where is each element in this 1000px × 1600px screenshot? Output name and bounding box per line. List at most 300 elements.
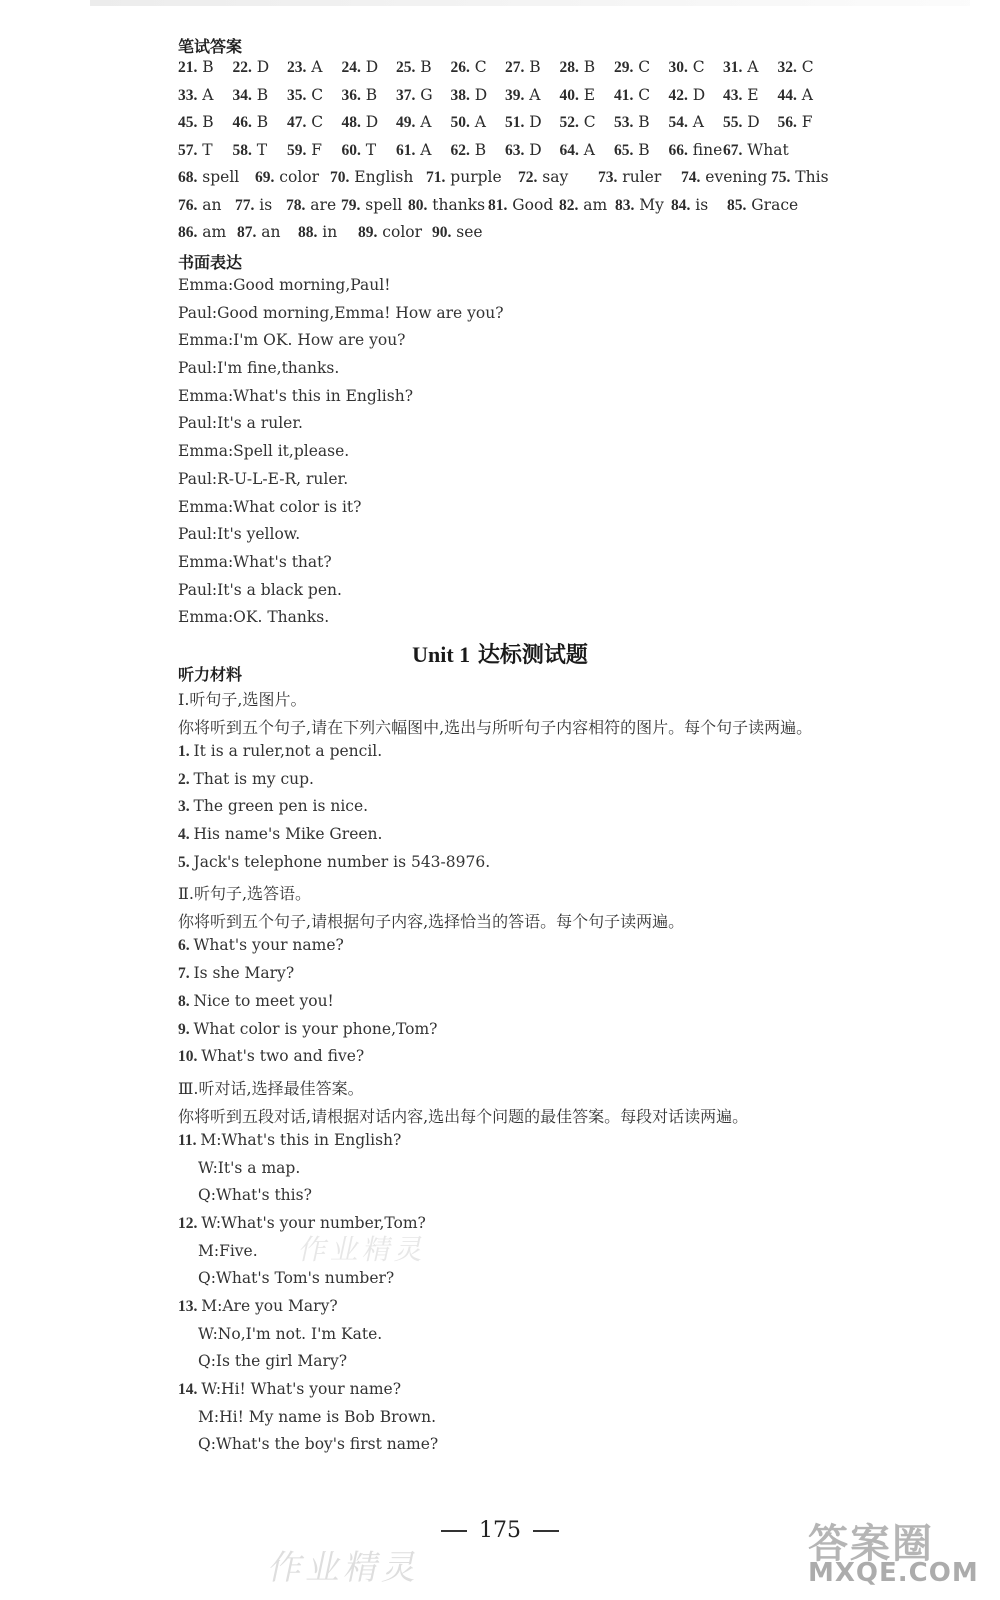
answer-value: D: [687, 85, 706, 104]
answer-value: thanks: [427, 195, 486, 214]
answer-item: [598, 168, 661, 187]
answer-number: 63.: [505, 141, 525, 159]
answer-item: [178, 168, 239, 187]
answer-item: [396, 113, 432, 132]
answer-row: [178, 113, 878, 141]
answer-value: What: [742, 140, 789, 159]
item-text: The green pen is nice.: [193, 797, 369, 816]
answer-item: [233, 86, 269, 105]
answer-number: 49.: [396, 114, 416, 131]
answer-item: [778, 58, 814, 77]
answer-number: 74.: [681, 169, 701, 186]
answer-number: 55.: [723, 114, 743, 131]
item-text: M:Five.: [198, 1241, 258, 1260]
dialogue-item-line: [178, 1186, 858, 1214]
answer-row: [178, 196, 878, 224]
answer-item: [681, 168, 767, 187]
answer-number: 21.: [178, 59, 198, 76]
answer-number: 56.: [777, 114, 797, 131]
answer-value: am: [578, 195, 608, 214]
dialogue-item-line: [178, 1325, 858, 1353]
answer-item: [287, 113, 323, 132]
answer-value: D: [524, 140, 542, 159]
answer-value: T: [251, 140, 268, 159]
dialogue-item-line: [178, 1297, 858, 1325]
answer-number: 60.: [341, 141, 361, 159]
answer-number: 59.: [287, 141, 307, 159]
item-number: 4.: [178, 826, 194, 844]
answer-item: [615, 196, 664, 215]
answer-number: 27.: [505, 59, 525, 76]
answer-number: 72.: [518, 169, 538, 186]
answer-value: am: [197, 223, 227, 241]
dialogue-item-line: [178, 1408, 858, 1436]
answer-value: B: [197, 113, 214, 131]
part1-items: [178, 742, 858, 880]
answer-number: 34.: [232, 86, 252, 104]
answer-number: 30.: [668, 59, 688, 76]
answer-number: 46.: [232, 114, 252, 131]
answer-number: 69.: [255, 169, 275, 186]
answer-number: 26.: [450, 59, 470, 76]
answer-item: [287, 141, 322, 160]
answer-value: A: [306, 58, 323, 76]
item-text: W:No,I'm not. I'm Kate.: [198, 1324, 383, 1343]
answer-item: [723, 58, 759, 77]
answer-item: [614, 141, 650, 160]
answer-value: B: [633, 113, 650, 131]
listening-item: [178, 964, 858, 992]
answer-value: F: [306, 140, 323, 159]
answer-value: C: [306, 85, 324, 104]
item-text: M:Hi! My name is Bob Brown.: [198, 1407, 437, 1426]
answer-number: 40.: [559, 86, 579, 104]
answer-item: [178, 223, 226, 242]
answer-number: 35.: [287, 86, 307, 104]
answer-number: 90.: [432, 224, 452, 241]
answer-value: purple: [445, 168, 502, 186]
answer-number: 36.: [341, 86, 361, 104]
answer-value: D: [469, 85, 488, 104]
item-number: 7.: [178, 965, 194, 983]
writing-heading: 书面表达: [178, 253, 243, 272]
answer-item: [669, 58, 705, 77]
written-answers-heading: 笔试答案: [178, 37, 243, 56]
answer-number: 76.: [178, 196, 198, 214]
item-number: 2.: [178, 770, 194, 788]
answer-row: [178, 168, 878, 196]
answer-number: 38.: [450, 86, 470, 104]
part2-instructions: 你将听到五个句子,请根据句子内容,选择恰当的答语。每个句子读两遍。: [178, 912, 685, 932]
item-number: 6.: [178, 937, 194, 955]
dialogue-item-line: [178, 1269, 858, 1297]
answer-item: [237, 223, 281, 242]
answer-value: color: [377, 223, 423, 241]
answer-item: [669, 86, 706, 105]
dialogue-line: Emma:What's this in English?: [178, 386, 413, 405]
answer-item: [255, 168, 319, 187]
answer-value: B: [251, 85, 269, 104]
dialogue-line: Emma:Spell it,please.: [178, 442, 350, 461]
unit-title-cn: 达标测试题: [477, 642, 588, 668]
answer-row: [178, 86, 878, 114]
answer-value: A: [742, 58, 759, 76]
item-text: W:Hi! What's your name?: [201, 1380, 402, 1399]
answer-item: [451, 58, 487, 77]
dialogue-item-line: [178, 1159, 858, 1187]
answer-number: 43.: [723, 86, 743, 104]
answer-item: [396, 141, 432, 160]
listening-item: [178, 936, 858, 964]
logo-cn: 答案圈: [808, 1520, 934, 1567]
answer-number: 68.: [178, 169, 198, 186]
answer-item: [396, 58, 432, 77]
answer-value: say: [537, 168, 569, 186]
answer-value: color: [274, 168, 320, 186]
item-text: Jack's telephone number is 543-8976.: [193, 852, 491, 871]
answer-item: [723, 86, 759, 105]
answer-item: [560, 141, 596, 160]
answer-value: T: [197, 140, 213, 159]
answer-number: 37.: [396, 86, 416, 104]
answer-number: 61.: [396, 141, 416, 159]
answer-value: E: [578, 85, 596, 104]
answer-value: A: [415, 113, 432, 131]
answer-value: A: [524, 85, 541, 104]
answer-value: E: [742, 85, 759, 104]
answer-item: [614, 86, 650, 105]
item-number: 14.: [178, 1381, 202, 1399]
answer-value: Grace: [746, 195, 799, 214]
dialogue-item-line: [178, 1435, 858, 1463]
answer-value: see: [451, 223, 483, 241]
answer-value: D: [360, 113, 379, 131]
dialogue-line: Emma:Good morning,Paul!: [178, 276, 391, 294]
item-number: 11.: [178, 1131, 201, 1149]
answer-value: D: [742, 113, 760, 131]
logo-url: MXQE.COM: [808, 1558, 979, 1588]
answer-number: 45.: [178, 114, 198, 131]
answer-number: 51.: [505, 114, 525, 131]
answer-number: 83.: [615, 196, 635, 214]
answer-item: [723, 113, 760, 132]
answer-value: A: [796, 85, 813, 104]
answer-item: [298, 223, 337, 242]
item-number: 13.: [178, 1298, 202, 1315]
answer-number: 71.: [426, 169, 446, 186]
answer-item: [727, 196, 798, 215]
item-text: His name's Mike Green.: [193, 825, 383, 844]
answer-item: [488, 196, 553, 215]
answer-item: [396, 86, 433, 105]
answer-number: 64.: [559, 141, 579, 159]
answer-number: 58.: [232, 141, 252, 159]
answer-value: B: [469, 140, 487, 159]
answer-value: Good: [507, 195, 554, 214]
answer-item: [505, 113, 542, 132]
answer-value: is: [690, 195, 709, 214]
answer-number: 52.: [559, 114, 579, 131]
answer-item: [233, 141, 268, 160]
answer-item: [614, 58, 650, 77]
answer-item: [778, 86, 814, 105]
answer-number: 57.: [178, 141, 198, 159]
item-text: W:It's a map.: [198, 1158, 301, 1177]
answer-number: 47.: [287, 114, 307, 131]
answer-number: 25.: [396, 59, 416, 76]
dialogue-line: Emma:OK. Thanks.: [178, 608, 330, 627]
answer-value: A: [687, 113, 704, 131]
answer-item: [235, 196, 272, 215]
item-text: Q:What's this?: [198, 1186, 312, 1205]
answer-value: B: [251, 113, 269, 131]
dialogue-line: Paul:It's yellow.: [178, 525, 301, 544]
answer-number: 29.: [614, 59, 634, 76]
answer-item: [426, 168, 502, 187]
dialogue-item-line: [178, 1131, 858, 1159]
answer-value: C: [687, 58, 705, 76]
answer-item: [432, 223, 483, 242]
answer-value: B: [524, 58, 541, 76]
answer-value: ruler: [617, 168, 662, 186]
answer-item: [178, 58, 214, 77]
answer-value: are: [305, 195, 337, 214]
answer-value: D: [524, 113, 542, 131]
answer-number: 44.: [777, 86, 797, 104]
answer-value: D: [360, 58, 379, 76]
answer-item: [560, 86, 596, 105]
answer-value: evening: [700, 168, 768, 186]
answer-number: 39.: [505, 86, 525, 104]
answer-number: 28.: [559, 59, 579, 76]
item-text: M:Are you Mary?: [201, 1297, 338, 1315]
answer-item: [287, 58, 323, 77]
dialogue-item-line: [178, 1352, 858, 1380]
answer-number: 89.: [358, 224, 378, 241]
answer-item: [233, 58, 270, 77]
part3-instructions: 你将听到五段对话,请根据对话内容,选出每个问题的最佳答案。每段对话读两遍。: [178, 1106, 749, 1126]
listening-heading: 听力材料: [178, 665, 243, 684]
item-text: Q:What's Tom's number?: [198, 1269, 395, 1288]
answer-number: 85.: [727, 196, 747, 214]
unit-title: [0, 638, 1000, 669]
answer-value: A: [578, 140, 595, 159]
dialogue-line: Emma:What's that?: [178, 552, 332, 571]
answer-number: 41.: [614, 86, 634, 104]
item-number: 3.: [178, 798, 194, 816]
answer-value: B: [415, 58, 432, 76]
answer-item: [342, 86, 378, 105]
item-number: 8.: [178, 992, 194, 1010]
item-text: What's two and five?: [201, 1047, 365, 1066]
page-number-dash-left: [441, 1530, 467, 1532]
item-number: 9.: [178, 1020, 194, 1038]
answer-value: C: [633, 85, 651, 104]
answer-item: [671, 196, 708, 215]
answer-value: A: [197, 85, 214, 104]
answer-number: 32.: [777, 59, 797, 76]
item-text: Nice to meet you!: [193, 991, 334, 1010]
answer-number: 75.: [771, 169, 791, 186]
part3-title: Ⅲ.听对话,选择最佳答案。: [178, 1078, 364, 1098]
answer-row: [178, 223, 878, 251]
item-text: Q:Is the girl Mary?: [198, 1352, 348, 1371]
answer-item: [560, 58, 596, 77]
answer-item: [233, 113, 269, 132]
listening-item: [178, 853, 858, 881]
answer-number: 84.: [671, 196, 691, 214]
answer-number: 50.: [450, 114, 470, 131]
answer-item: [505, 141, 542, 160]
answer-item: [330, 168, 413, 187]
answer-value: G: [415, 85, 433, 104]
answer-value: C: [633, 58, 651, 76]
answer-number: 53.: [614, 114, 634, 131]
answer-item: [669, 113, 705, 132]
answer-item: [505, 58, 541, 77]
writing-dialogue: [178, 276, 504, 636]
answer-number: 78.: [286, 196, 306, 214]
answer-item: [342, 58, 379, 77]
part1-instructions: 你将听到五个句子,请在下列六幅图中,选出与所听句子内容相符的图片。每个句子读两遍。: [178, 718, 813, 737]
page-number-dash-right: [533, 1530, 559, 1532]
answer-value: English: [349, 168, 414, 186]
answer-item: [614, 113, 650, 132]
part2-items: [178, 936, 858, 1074]
item-text: W:What's your number,Tom?: [201, 1213, 426, 1232]
answer-number: 33.: [178, 86, 198, 104]
item-text: What's your name?: [193, 936, 344, 955]
answer-grid: [178, 58, 878, 251]
dialogue-line: Paul:Good morning,Emma! How are you?: [178, 303, 504, 322]
answer-value: My: [634, 195, 664, 214]
part3-items: [178, 1131, 858, 1463]
answer-item: [286, 196, 336, 215]
answer-number: 87.: [237, 224, 257, 241]
answer-number: 23.: [287, 59, 307, 76]
dialogue-line: Paul:It's a ruler.: [178, 414, 303, 433]
answer-value: C: [469, 58, 487, 76]
answer-number: 62.: [450, 141, 470, 159]
answer-item: [342, 141, 377, 160]
answer-item: [559, 196, 607, 215]
site-logo: [808, 1512, 986, 1592]
answer-number: 31.: [723, 59, 743, 76]
dialogue-item-line: [178, 1214, 858, 1242]
dialogue-line: Emma:I'm OK. How are you?: [178, 331, 406, 350]
answer-row: [178, 141, 878, 169]
answer-value: fine: [687, 140, 723, 159]
answer-value: an: [197, 195, 222, 214]
answer-number: 54.: [668, 114, 688, 131]
answer-item: [178, 113, 214, 132]
answer-value: C: [578, 113, 596, 131]
answer-number: 86.: [178, 224, 198, 241]
answer-value: F: [796, 113, 813, 131]
answer-item: [451, 86, 488, 105]
answer-value: D: [251, 58, 270, 76]
dialogue-line: Paul:I'm fine,thanks.: [178, 359, 340, 378]
listening-item: [178, 825, 858, 853]
answer-item: [669, 141, 723, 160]
part2-title: Ⅱ.听句子,选答语。: [178, 884, 312, 904]
dialogue-line: Paul:R-U-L-E-R, ruler.: [178, 469, 349, 488]
answer-number: 70.: [330, 169, 350, 186]
listening-item: [178, 797, 858, 825]
dialogue-item-line: [178, 1380, 858, 1408]
answer-number: 65.: [614, 141, 634, 159]
listening-item: [178, 992, 858, 1020]
listening-material: [178, 686, 858, 1463]
answer-value: is: [254, 195, 273, 214]
answer-value: B: [578, 58, 596, 76]
answer-value: in: [317, 223, 338, 241]
answer-number: 77.: [235, 196, 255, 214]
answer-item: [451, 141, 487, 160]
top-scan-edge: [90, 0, 970, 6]
answer-number: 66.: [668, 141, 688, 159]
answer-item: [287, 86, 323, 105]
answer-item: [408, 196, 485, 215]
answer-item: [771, 168, 829, 187]
answer-item: [560, 113, 596, 132]
part1-title: Ⅰ.听句子,选图片。: [178, 690, 307, 709]
answer-item: [341, 196, 402, 215]
answer-item: [778, 113, 813, 132]
answer-value: spell: [197, 168, 240, 186]
watermark-text: 作业精灵: [296, 1233, 432, 1266]
answer-item: [451, 113, 487, 132]
answer-value: spell: [360, 195, 403, 214]
answer-number: 42.: [668, 86, 688, 104]
answer-value: C: [306, 113, 324, 131]
item-text: That is my cup.: [193, 769, 314, 788]
answer-row: [178, 58, 878, 86]
answer-item: [518, 168, 568, 187]
answer-number: 67.: [723, 141, 743, 159]
answer-item: [178, 141, 213, 160]
answer-number: 73.: [598, 169, 618, 186]
item-number: 10.: [178, 1048, 202, 1066]
item-text: Is she Mary?: [193, 964, 295, 983]
listening-item: [178, 742, 858, 770]
answer-value: B: [633, 140, 650, 159]
answer-number: 88.: [298, 224, 318, 241]
answer-number: 24.: [341, 59, 361, 76]
answer-item: [342, 113, 379, 132]
answer-value: T: [360, 140, 377, 159]
dialogue-line: Paul:It's a black pen.: [178, 580, 342, 599]
watermark-text-bottom: 作业精灵: [265, 1548, 426, 1588]
listening-item: [178, 1020, 858, 1048]
page-number-value: 175: [479, 1518, 521, 1543]
dialogue-line: Emma:What color is it?: [178, 497, 362, 516]
item-number: 12.: [178, 1214, 202, 1232]
item-number: 1.: [178, 743, 194, 760]
answer-value: This: [790, 168, 829, 186]
answer-number: 22.: [232, 59, 252, 76]
answer-item: [178, 86, 214, 105]
unit-title-en: Unit 1: [412, 642, 471, 667]
answer-item: [723, 141, 789, 160]
answer-value: B: [360, 85, 378, 104]
item-text: What color is your phone,Tom?: [193, 1019, 438, 1038]
dialogue-item-line: [178, 1242, 858, 1270]
listening-item: [178, 770, 858, 798]
item-text: It is a ruler,not a pencil.: [193, 742, 383, 760]
answer-value: an: [256, 223, 281, 241]
item-number: 5.: [178, 853, 194, 871]
